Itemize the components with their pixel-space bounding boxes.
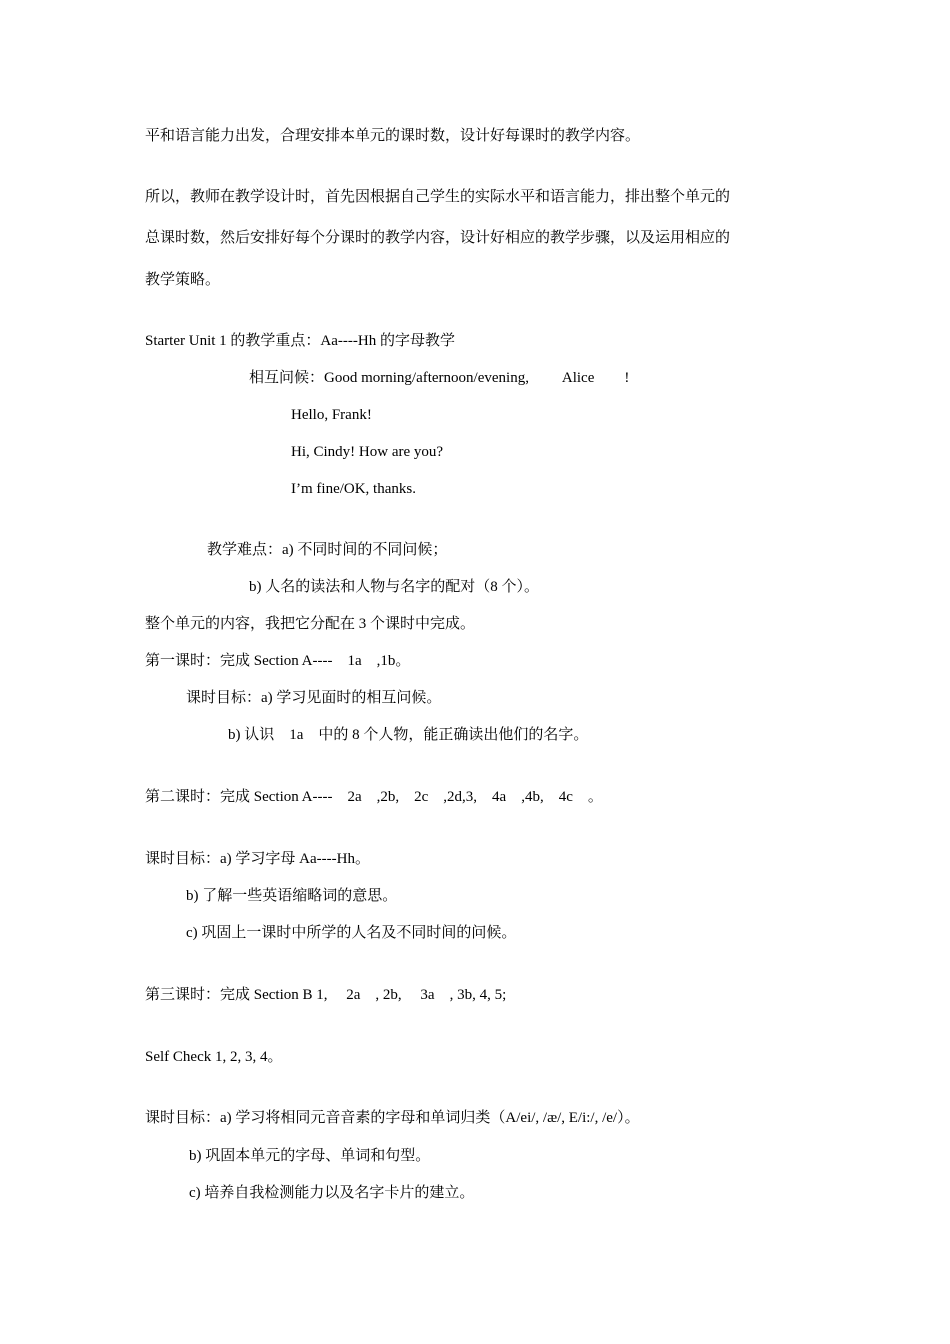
lesson-1-title: 第一课时：完成 Section A---- 1a ,1b。 [145,653,411,669]
greeting-line: Hi, Cindy! How are you? [291,444,444,460]
lesson-3-goal: c) 培养自我检测能力以及名字卡片的建立。 [189,1185,475,1201]
lesson-3-self-check: Self Check 1, 2, 3, 4。 [145,1049,283,1065]
lesson-2-title: 第二课时：完成 Section A---- 2a ,2b, 2c ,2d,3, 4a ,4b, 4c 。 [145,789,603,805]
key-points-heading: Starter Unit 1 的教学重点：Aa----Hh 的字母教学 [145,333,455,349]
difficulty-line: 教学难点：a) 不同时间的不同问候； [207,542,448,558]
paragraph-line: 平和语言能力出发，合理安排本单元的课时数，设计好每课时的教学内容。 [145,128,641,144]
lesson-1-goal: b) 认识 1a 中的 8 个人物，能正确读出他们的名字。 [228,727,589,743]
lesson-3-goal: b) 巩固本单元的字母、单词和句型。 [189,1148,431,1164]
lesson-2-goal: 课时目标：a) 学习字母 Aa----Hh。 [145,851,370,867]
greeting-line: 相互问候：Good morning/afternoon/evening, Alice ! [249,370,630,386]
difficulty-line: b) 人名的读法和人物与名字的配对（8 个）。 [249,579,539,595]
unit-plan-line: 整个单元的内容，我把它分配在 3 个课时中完成。 [145,616,476,632]
lesson-2-goal: b) 了解一些英语缩略词的意思。 [186,888,398,904]
greeting-line: Hello, Frank! [291,407,372,423]
greeting-line: I’m fine/OK, thanks. [291,481,416,497]
paragraph-line: 所以，教师在教学设计时，首先因根据自己学生的实际水平和语言能力，排出整个单元的 [145,189,731,205]
paragraph-line: 总课时数，然后安排好每个分课时的教学内容，设计好相应的教学步骤，以及运用相应的 [145,230,731,246]
lesson-3-goal: 课时目标：a) 学习将相同元音音素的字母和单词归类（A/ei/, /æ/, E/i:/, /e/）。 [145,1110,640,1126]
paragraph-line: 教学策略。 [145,272,221,288]
lesson-2-goal: c) 巩固上一课时中所学的人名及不同时间的问候。 [186,925,517,941]
lesson-1-goal: 课时目标：a) 学习见面时的相互问候。 [186,690,442,706]
lesson-3-title: 第三课时：完成 Section B 1, 2a , 2b, 3a , 3b, 4, 5; [145,987,507,1003]
